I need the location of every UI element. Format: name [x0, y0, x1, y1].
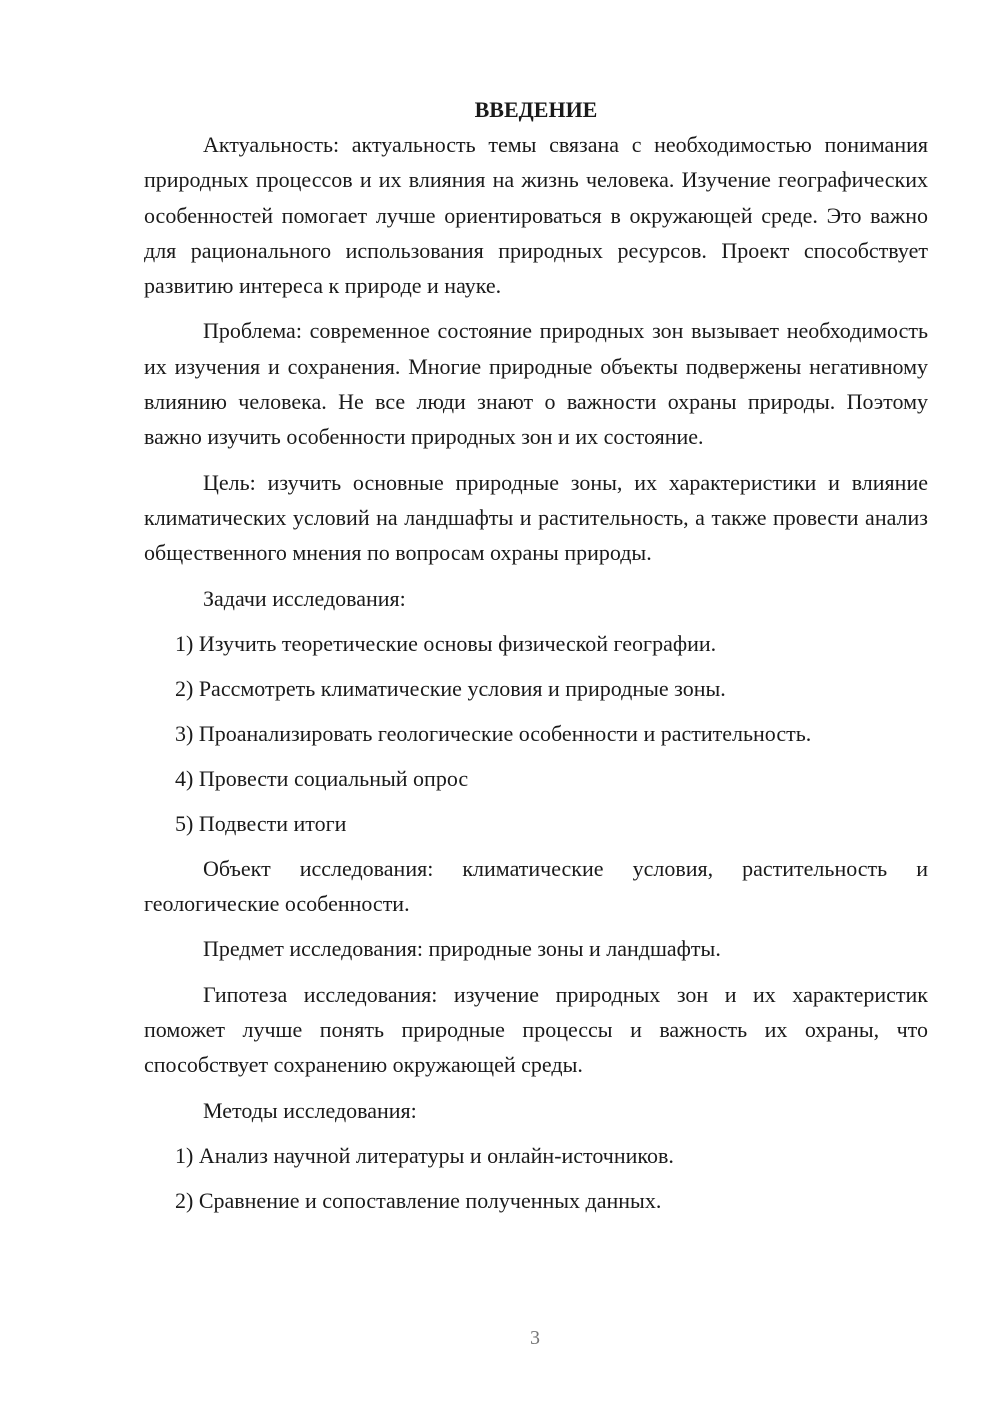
paragraph-gap — [144, 616, 928, 626]
section-heading: ВВЕДЕНИЕ — [474, 97, 598, 122]
paragraph-gap — [144, 706, 928, 716]
method-item: 2) Сравнение и сопоставление полученных данных. — [175, 1187, 662, 1213]
paragraph-gap — [144, 1083, 928, 1093]
paragraph-gap — [144, 751, 928, 761]
object-paragraph: Объект исследования: климатические условия, растительность и геологические особенности. — [144, 855, 928, 917]
paragraph-gap — [144, 967, 928, 977]
method-item: 1) Анализ научной литературы и онлайн-источников. — [175, 1142, 674, 1168]
paragraph-gap — [144, 796, 928, 806]
problem-paragraph: Проблема: современное состояние природных зон вызывает необходимость их изучения и сохранения. Многие природные объекты подвержены негативному влиянию человека. Не все люди знают о важности охраны природы. Поэтому важно изучить особенности природных зон и их состояние. — [144, 318, 928, 450]
paragraph-gap — [144, 303, 928, 313]
paragraph-gap — [144, 921, 928, 931]
tasks-heading: Задачи исследования: — [203, 585, 406, 611]
subject-paragraph: Предмет исследования: природные зоны и ландшафты. — [203, 936, 721, 962]
page-number: 3 — [530, 1327, 540, 1349]
paragraph-gap — [144, 571, 928, 581]
task-item: 2) Рассмотреть климатические условия и природные зоны. — [175, 675, 726, 701]
paragraph-gap — [144, 1173, 928, 1183]
paragraph-gap — [144, 1128, 928, 1138]
paragraph-gap — [144, 455, 928, 465]
task-item: 3) Проанализировать геологические особенности и растительность. — [175, 720, 812, 746]
page-content — [144, 92, 928, 1218]
relevance-paragraph: Актуальность: актуальность темы связана с необходимостью понимания природных процессов и их влияния на жизнь человека. Изучение географических особенностей помогает лучше ориентироваться в окружающей среде. Это важно для рационального использования природных ресурсов. Проект способствует развитию интереса к природе и науке. — [144, 132, 928, 299]
task-item: 1) Изучить теоретические основы физической географии. — [175, 630, 717, 656]
goal-paragraph: Цель: изучить основные природные зоны, их характеристики и влияние климатических условий на ландшафты и растительность, а также провести анализ общественного мнения по вопросам охраны природы. — [144, 469, 928, 566]
task-item: 5) Подвести итоги — [175, 810, 347, 836]
methods-heading: Методы исследования: — [203, 1097, 417, 1123]
paragraph-gap — [144, 661, 928, 671]
hypothesis-paragraph: Гипотеза исследования: изучение природных зон и их характеристик поможет лучше понять природные процессы и важность их охраны, что способствует сохранению окружающей среды. — [144, 981, 928, 1078]
paragraph-gap — [144, 841, 928, 851]
task-item: 4) Провести социальный опрос — [175, 765, 469, 791]
